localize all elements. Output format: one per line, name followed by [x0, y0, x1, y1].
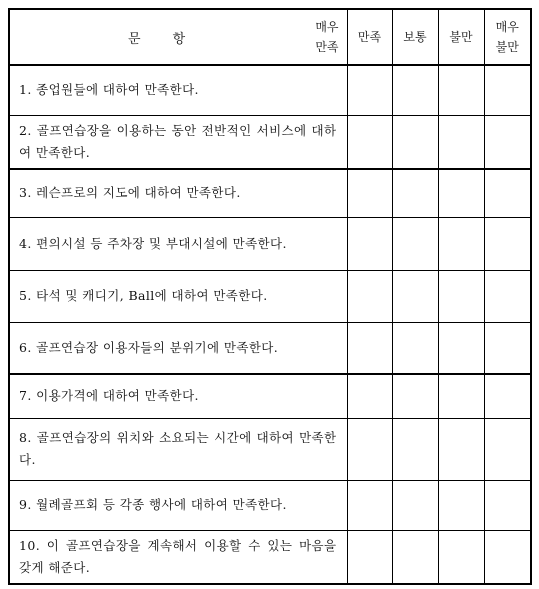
answer-very-dissatisfied-cell[interactable] [484, 530, 531, 584]
answer-very-dissatisfied-cell[interactable] [484, 322, 531, 374]
question-row [9, 115, 531, 169]
question-text: 8. 골프연습장의 위치와 소요되는 시간에 대하여 만족한다. [9, 418, 347, 480]
header-row [9, 9, 531, 65]
header-item-cell [9, 9, 347, 65]
question-row [9, 480, 531, 530]
answer-dissatisfied-cell[interactable] [438, 530, 484, 584]
question-row [9, 169, 531, 217]
header-very-satisfied-line1: 매우 [315, 20, 339, 34]
answer-very-dissatisfied-cell[interactable] [484, 418, 531, 480]
question-text: 6. 골프연습장 이용자들의 분위기에 만족한다. [9, 322, 347, 374]
question-text: 4. 편의시설 등 주차장 및 부대시설에 만족한다. [9, 217, 347, 270]
answer-neutral-cell[interactable] [392, 270, 438, 322]
answer-satisfied-cell[interactable] [347, 115, 392, 169]
answer-neutral-cell[interactable] [392, 322, 438, 374]
question-row [9, 322, 531, 374]
answer-satisfied-cell[interactable] [347, 418, 392, 480]
header-very-dissatisfied-line1: 매우 [495, 20, 519, 34]
answer-very-dissatisfied-cell[interactable] [484, 374, 531, 418]
question-row [9, 530, 531, 584]
question-row [9, 217, 531, 270]
answer-neutral-cell[interactable] [392, 115, 438, 169]
answer-dissatisfied-cell[interactable] [438, 374, 484, 418]
answer-dissatisfied-cell[interactable] [438, 480, 484, 530]
answer-neutral-cell[interactable] [392, 169, 438, 217]
answer-very-dissatisfied-cell[interactable] [484, 65, 531, 115]
answer-very-dissatisfied-cell[interactable] [484, 115, 531, 169]
answer-dissatisfied-cell[interactable] [438, 115, 484, 169]
answer-very-dissatisfied-cell[interactable] [484, 270, 531, 322]
header-dissatisfied: 불만 [438, 9, 484, 65]
answer-neutral-cell[interactable] [392, 418, 438, 480]
question-row [9, 418, 531, 480]
question-text: 1. 종업원들에 대하여 만족한다. [9, 65, 347, 115]
header-very-satisfied [315, 17, 338, 57]
header-item-part1: 문 [128, 32, 141, 47]
header-neutral: 보통 [392, 9, 438, 65]
question-text: 10. 이 골프연습장을 계속해서 이용할 수 있는 마음을 갖게 해준다. [9, 530, 347, 584]
answer-satisfied-cell[interactable] [347, 374, 392, 418]
question-text: 3. 레슨프로의 지도에 대하여 만족한다. [9, 169, 347, 217]
satisfaction-survey-table [8, 8, 532, 585]
answer-satisfied-cell[interactable] [347, 217, 392, 270]
answer-neutral-cell[interactable] [392, 65, 438, 115]
answer-neutral-cell[interactable] [392, 217, 438, 270]
answer-dissatisfied-cell[interactable] [438, 418, 484, 480]
question-row [9, 374, 531, 418]
question-text: 7. 이용가격에 대하여 만족한다. [9, 374, 347, 418]
header-satisfied: 만족 [347, 9, 392, 65]
header-very-dissatisfied-line2: 불만 [495, 40, 519, 54]
answer-neutral-cell[interactable] [392, 374, 438, 418]
answer-satisfied-cell[interactable] [347, 480, 392, 530]
answer-neutral-cell[interactable] [392, 480, 438, 530]
answer-satisfied-cell[interactable] [347, 65, 392, 115]
answer-neutral-cell[interactable] [392, 530, 438, 584]
question-text: 5. 타석 및 캐디기, Ball에 대하여 만족한다. [9, 270, 347, 322]
question-row [9, 65, 531, 115]
answer-satisfied-cell[interactable] [347, 169, 392, 217]
question-text: 2. 골프연습장을 이용하는 동안 전반적인 서비스에 대하여 만족한다. [9, 115, 347, 169]
header-item-part2: 항 [172, 32, 186, 47]
answer-very-dissatisfied-cell[interactable] [484, 217, 531, 270]
question-row [9, 270, 531, 322]
answer-dissatisfied-cell[interactable] [438, 322, 484, 374]
header-very-dissatisfied [484, 9, 531, 65]
question-text: 9. 월례골프회 등 각종 행사에 대하여 만족한다. [9, 480, 347, 530]
answer-dissatisfied-cell[interactable] [438, 217, 484, 270]
answer-satisfied-cell[interactable] [347, 270, 392, 322]
answer-dissatisfied-cell[interactable] [438, 270, 484, 322]
header-very-satisfied-line2: 만족 [315, 40, 339, 54]
answer-satisfied-cell[interactable] [347, 530, 392, 584]
answer-satisfied-cell[interactable] [347, 322, 392, 374]
answer-dissatisfied-cell[interactable] [438, 65, 484, 115]
answer-very-dissatisfied-cell[interactable] [484, 480, 531, 530]
answer-dissatisfied-cell[interactable] [438, 169, 484, 217]
survey-sheet [8, 8, 532, 585]
answer-very-dissatisfied-cell[interactable] [484, 169, 531, 217]
header-item-title [128, 28, 185, 47]
